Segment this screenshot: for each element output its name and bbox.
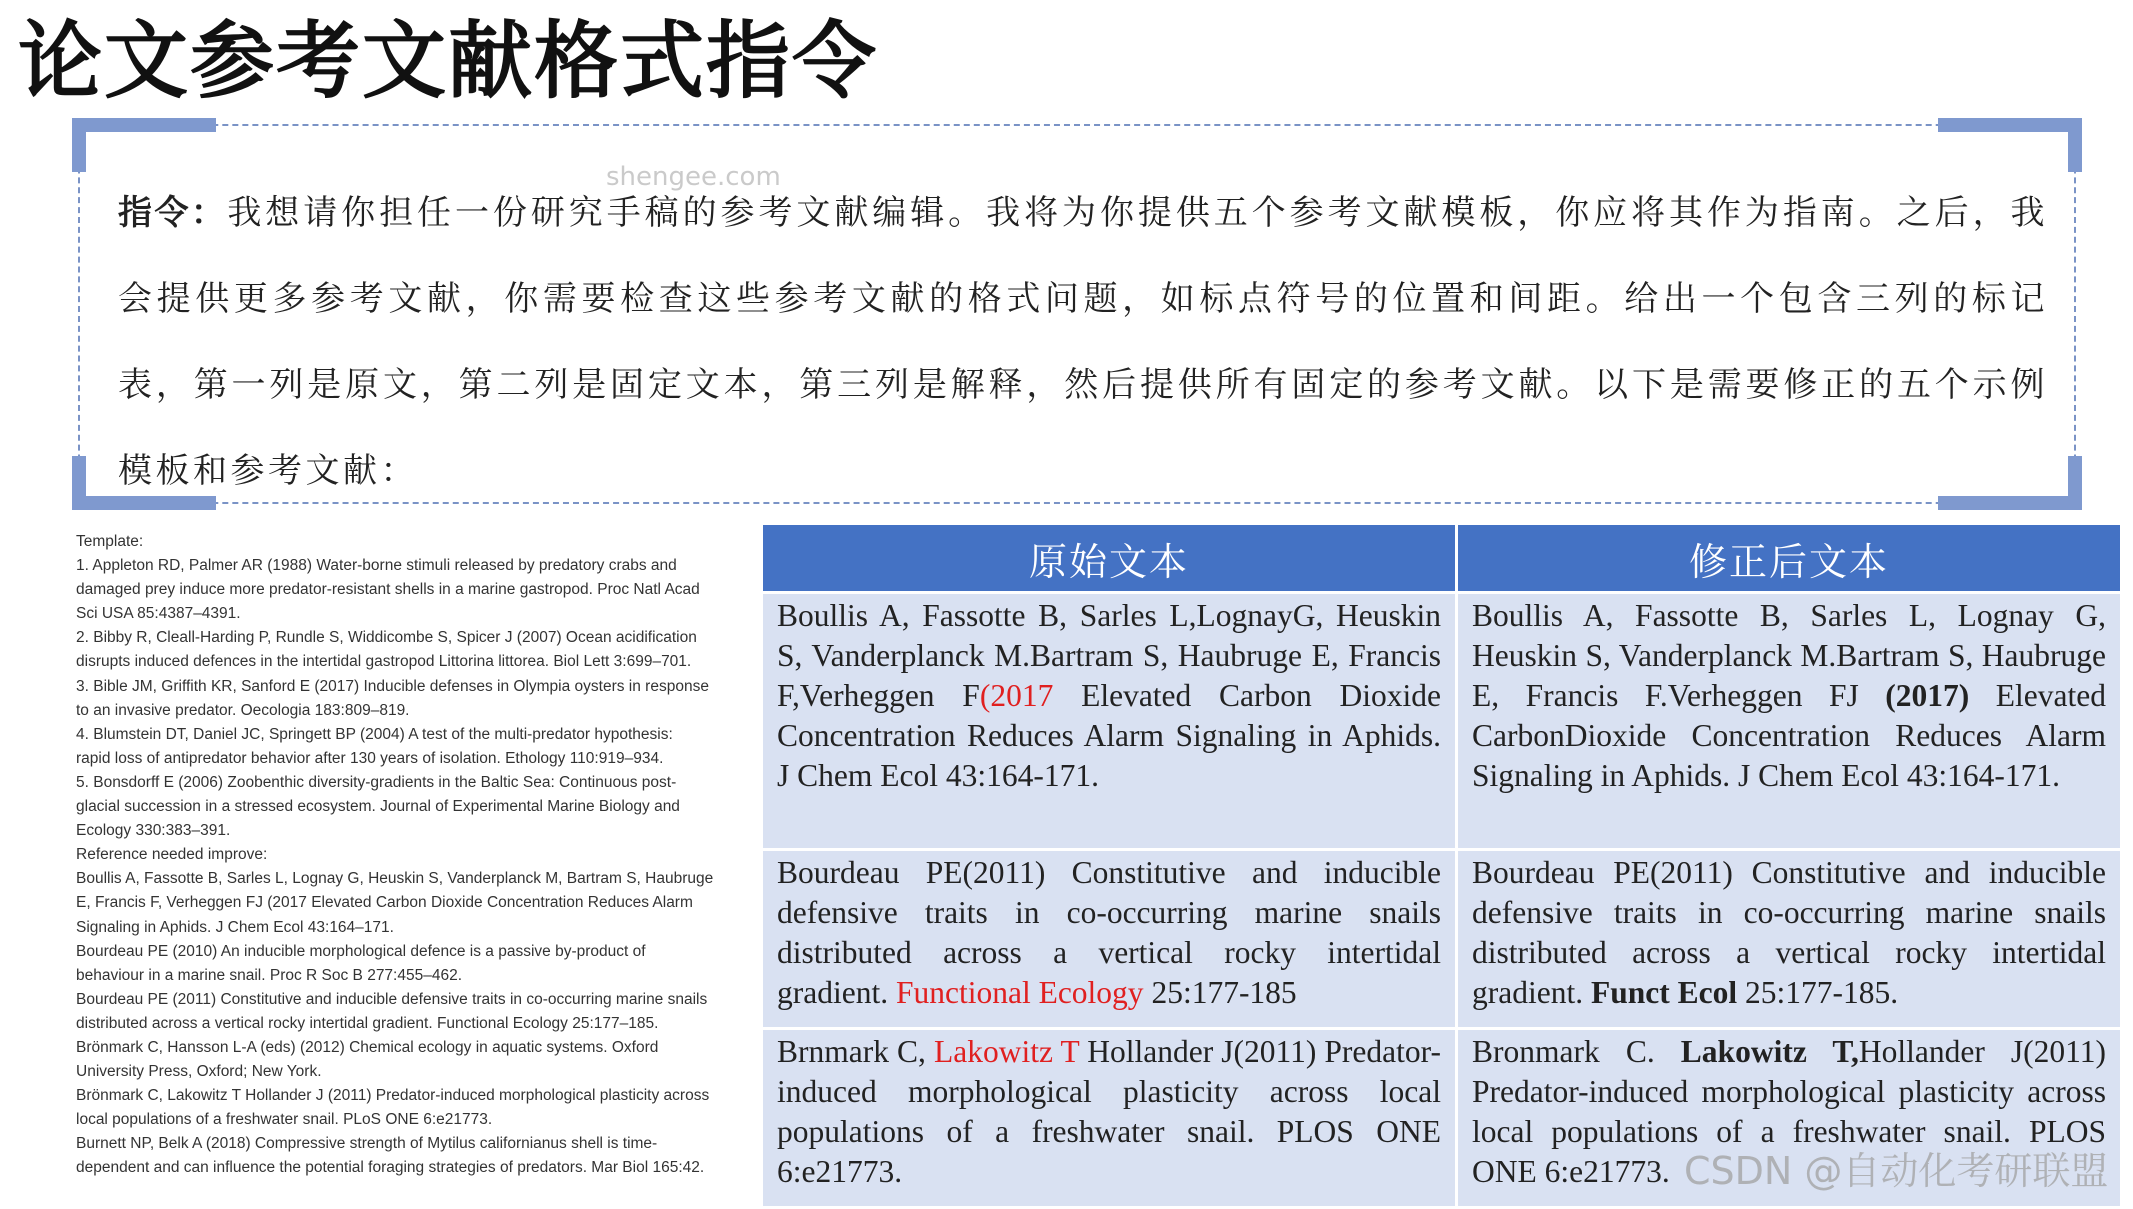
template-line: Brönmark C, Lakowitz T Hollander J (2011) Predator-induced morphological plasticity across (76, 1087, 710, 1105)
template-line: Brönmark C, Hansson L-A (eds) (2012) Chemical ecology in aquatic systems. Oxford (76, 1038, 659, 1056)
corrected-fix-highlight: (2017) (1885, 678, 1970, 713)
corner-bracket-top-right (1938, 118, 2082, 172)
table-row (762, 850, 2122, 1029)
instruction-body: 我想请你担任一份研究手稿的参考文献编辑。我将为你提供五个参考文献模板，你应将其作为指南。之后，我会提供更多参考文献，你需要检查这些参考文献的格式问题，如标点符号的位置和间距。给出一个包含三列的标记表，第一列是原文，第二列是固定文本，第三列是解释，然后提供所有固定的参考文献。以下是需要修正的五个示例模板和参考文献： (118, 193, 2049, 491)
csdn-watermark: CSDN @自动化考研联盟 (1684, 1149, 2109, 1193)
template-line: University Press, Oxford; New York. (76, 1063, 322, 1081)
original-error-highlight: Functional Ecology (895, 975, 1144, 1010)
template-line: Reference needed improve: (76, 846, 268, 864)
corner-bracket-top-left (72, 118, 216, 172)
watermark: shengee.com (606, 162, 781, 192)
corrected-text-rest: Elevated CarbonDioxide Concentration Reduces Alarm Signaling in Aphids. J Chem Ecol 43:164-171. (1472, 678, 2106, 793)
template-line: 2. Bibby R, Cleall-Harding P, Rundle S, Widdicombe S, Spicer J (2007) Ocean acidification (76, 629, 697, 647)
page-title: 论文参考文献格式指令 (18, 12, 879, 110)
corrected-text-rest: 25:177-185. (1737, 975, 1899, 1010)
template-line: Bourdeau PE (2011) Constitutive and inducible defensive traits in co-occurring marine snails (76, 990, 708, 1008)
template-line: 1. Appleton RD, Palmer AR (1988) Water-borne stimuli released by predatory crabs and (76, 557, 677, 575)
template-line: to an invasive predator. Oecologia 183:809–819. (76, 701, 410, 719)
template-line: 3. Bible JM, Griffith KR, Sanford E (2017) Inducible defenses in Olympia oysters in response (76, 677, 709, 695)
original-text-rest: Elevated Carbon Dioxide Concentration Reduces Alarm Signaling in Aphids. J Chem Ecol 43:164-171. (777, 678, 1441, 793)
template-line: E, Francis F, Verheggen FJ (2017 Elevated Carbon Dioxide Concentration Reduces Alarm (76, 894, 693, 912)
instruction-label: 指令： (118, 193, 228, 233)
template-line: behaviour in a marine snail. Proc R Soc B 277:455–462. (76, 966, 463, 984)
corrected-text: Boullis A, Fassotte B, Sarles L, Lognay G, Heuskin S, Vanderplanck M.Bartram S, Haubruge E, Francis F.Verheggen FJ (1472, 598, 2106, 713)
original-cell (762, 850, 1457, 1029)
instruction-text (118, 170, 2048, 514)
instruction-box (72, 118, 2082, 510)
table-row (762, 593, 2122, 850)
original-text: Bourdeau PE(2011) Constitutive and inducible defensive traits in co-occurring marine snails distributed across a vertical rocky intertidal gradient. (777, 855, 1441, 1010)
original-error-highlight: Lakowitz T (934, 1034, 1080, 1069)
dashed-border-left (78, 118, 80, 510)
template-line: local populations of a freshwater snail. PLoS ONE 6:e21773. (76, 1111, 493, 1129)
corrected-text: Bronmark C. (1472, 1034, 1681, 1069)
template-line: Bourdeau PE (2010) An inducible morphological defence is a passive by-product of (76, 942, 646, 960)
corrected-text: Bourdeau PE(2011) Constitutive and inducible defensive traits in co-occurring marine snails distributed across a vertical rocky intertidal gradient. (1472, 855, 2106, 1010)
original-text: Boullis A, Fassotte B, Sarles L,LognayG, Heuskin S, Vanderplanck M.Bartram S, Haubruge E, Francis F,Verheggen F (777, 598, 1441, 713)
corrected-text-rest: Hollander J(2011) Predator-induced morphological plasticity across local populations of a freshwater snail. PLOS ONE 6:e21773. (1472, 1034, 2106, 1189)
original-text-rest: Hollander J(2011) Predator-induced morphological plasticity across local populations of a freshwater snail. PLOS ONE 6:e21773. (777, 1034, 1441, 1189)
original-text-rest: 25:177-185 (1143, 975, 1297, 1010)
template-line: glacial succession in a stressed ecosystem. Journal of Experimental Marine Biology and (76, 798, 680, 816)
original-text: Brnmark C, (777, 1034, 935, 1069)
original-cell (762, 593, 1457, 850)
original-cell (762, 1029, 1457, 1208)
corrected-fix-highlight: Lakowitz T, (1680, 1034, 1859, 1069)
template-screenshot (76, 530, 736, 1195)
template-line: dependent and can influence the potential foraging strategies of predators. Mar Biol 165:42. (76, 1159, 705, 1177)
table-header-row (762, 524, 2122, 593)
corrected-fix-highlight: Funct Ecol (1590, 975, 1738, 1010)
template-line: 5. Bonsdorff E (2006) Zoobenthic diversity-gradients in the Baltic Sea: Continuous post- (76, 773, 677, 791)
template-line: Signaling in Aphids. J Chem Ecol 43:164–171. (76, 918, 394, 936)
corrected-cell (1457, 850, 2122, 1029)
template-line: damaged prey induce more predator-resistant shells in a marine gastropod. Proc Natl Acad (76, 581, 700, 599)
corrected-cell (1457, 593, 2122, 850)
comparison-table (760, 522, 2123, 1209)
header-original-text: 原始文本 (762, 524, 1457, 593)
template-line: distributed across a vertical rocky intertidal gradient. Functional Ecology 25:177–185. (76, 1014, 659, 1032)
template-line: rapid loss of antipredator behavior after 130 years of isolation. Ethology 110:919–934. (76, 749, 664, 767)
dashed-border-top (72, 124, 2082, 126)
original-error-highlight: (2017 (979, 678, 1054, 713)
template-line: Burnett NP, Belk A (2018) Compressive strength of Mytilus californianus shell is time- (76, 1135, 658, 1153)
template-line: Template: (76, 533, 144, 550)
template-line: 4. Blumstein DT, Daniel JC, Springett BP (2004) A test of the multi-predator hypothesis: (76, 725, 673, 743)
dashed-border-right (2074, 118, 2076, 510)
template-line: Boullis A, Fassotte B, Sarles L, Lognay G, Heuskin S, Vanderplanck M, Bartram S, Haubruge (76, 870, 714, 888)
header-corrected-text: 修正后文本 (1457, 524, 2122, 593)
template-line: Sci USA 85:4387–4391. (76, 605, 241, 623)
template-line: disrupts induced defences in the intertidal gastropod Littorina littorea. Biol Lett 3:699–701. (76, 653, 692, 671)
template-line: Ecology 330:383–391. (76, 822, 231, 840)
